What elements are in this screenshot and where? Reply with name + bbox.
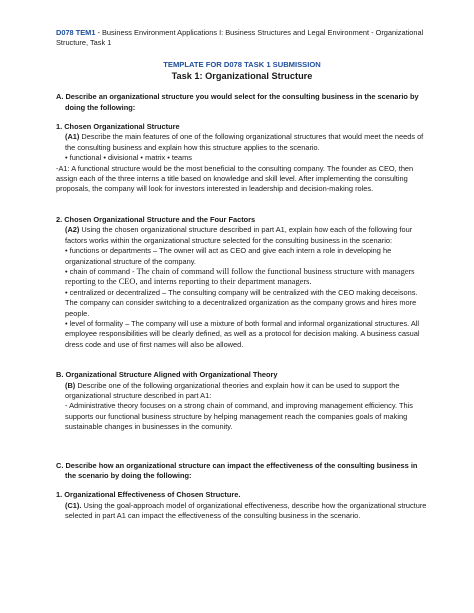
factor-chain-text: The chain of command will follow the functional business structure with managers reporting to the CEO, and interns reporting to their department managers.	[65, 266, 415, 287]
a2-label: (A2)	[65, 225, 80, 235]
c1-prompt	[56, 501, 428, 522]
c1-label: (C1).	[65, 500, 82, 510]
a1-answer: -A1: A functional structure would be the most beneficial to the consulting company. The founder as CEO, then assign each of the three interns a title based on knowledge and skill level. After implementing the consulting proposals, the company will look for investors interested in leadership and decision-making roles.	[56, 163, 414, 194]
factor-formality: • level of formality – The company will use a mixture of both formal and informal organizational structures. All employee responsibilities will be clearly defined, as well as a protocol for decision making. A business casual dress code and use of first names will also be allowed.	[65, 318, 420, 349]
a1-label: (A1)	[65, 132, 80, 142]
b-prompt	[56, 381, 428, 402]
section-c-heading: C. Describe how an organizational structure can impact the effectiveness of the consulting business in the scenario by doing the following:	[56, 460, 418, 480]
section-a1-title: 1. Chosen Organizational Structure	[56, 122, 180, 132]
a1-prompt-text: Describe the main features of one of the following organizational structures that would meet the needs of the consulting business and explain how this structure applies to the scenario.	[65, 132, 424, 152]
a2-prompt-text: Using the chosen organizational structure described in part A1, explain how each of the following four factors works within the organizational structure selected for the consulting business in the scenario:	[65, 225, 413, 245]
factor-chain-of-command	[56, 267, 428, 288]
factor-functions: • functions or departments – The owner will act as CEO and give each intern a role in developing he organizational structure of the company.	[65, 246, 392, 266]
course-description: - Business Environment Applications I: Business Structures and Legal Environment - Organizational Structure, Task 1	[56, 28, 424, 48]
section-c1-title: 1. Organizational Effectiveness of Chosen Structure.	[56, 490, 241, 500]
section-a-heading: A. Describe an organizational structure you would select for the consulting business in the scenario by doing the following:	[56, 92, 419, 112]
section-b-heading: B. Organizational Structure Aligned with Organizational Theory	[56, 370, 278, 380]
b-answer: - Administrative theory focuses on a strong chain of command, and improving management efficiency. This supports our functional business structure by helping management reach the companies goals of making sustainable changes in businesses in the comunity.	[65, 401, 413, 432]
a1-options: • functional • divisional • matrix • teams	[65, 153, 193, 163]
b-prompt-text: Describe one of the following organizational theories and explain how it can be used to support the organizational structure described in part A1:	[65, 380, 400, 400]
a1-prompt	[56, 132, 428, 153]
course-code: D078 TEM1	[56, 28, 96, 37]
document-header	[56, 28, 428, 49]
task-title: Task 1: Organizational Structure	[171, 71, 313, 82]
c1-prompt-text: Using the goal-approach model of organizational effectiveness, describe how the organizational structure selected in part A1 can impact the effectiveness of the consulting business in the scenario.	[65, 500, 427, 521]
a2-prompt	[56, 225, 428, 246]
section-a2-title: 2. Chosen Organizational Structure and the Four Factors	[56, 214, 256, 224]
factor-chain-lead: • chain of command -	[65, 266, 137, 276]
factor-centralization: • centralized or decentralized – The consulting company will be centralized with the CEO making deceisons. The company can consider switching to a decentralized organization as the company grows and hires more people.	[65, 287, 418, 318]
template-title: TEMPLATE FOR D078 TASK 1 SUBMISSION	[163, 59, 321, 69]
b-label: (B)	[65, 380, 76, 390]
